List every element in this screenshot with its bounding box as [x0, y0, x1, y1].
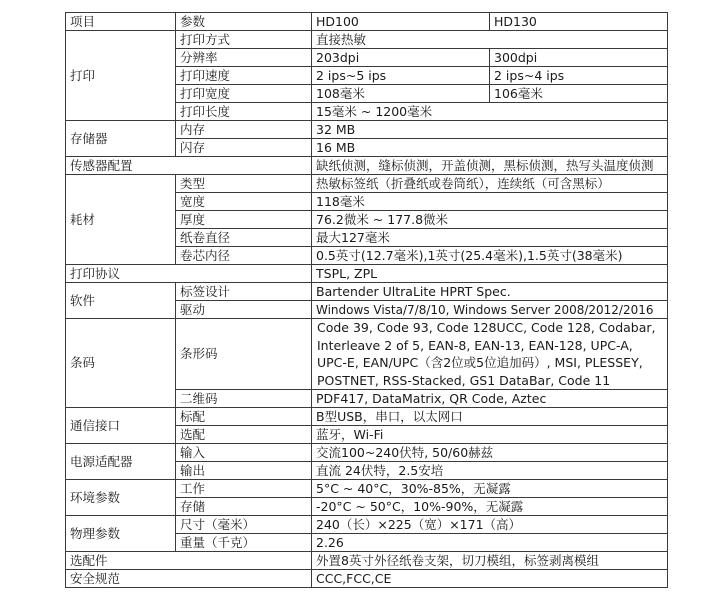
param-value: Windows Vista/7/8/10, Windows Server 2008/2012/2016	[312, 301, 668, 319]
category-interface: 通信接口	[66, 408, 176, 444]
param-label: 打印方式	[176, 31, 312, 49]
table-row	[66, 31, 668, 49]
param-label: 存储	[176, 498, 312, 516]
param-label: 打印宽度	[176, 85, 312, 103]
param-label: 输出	[176, 462, 312, 480]
table-row	[66, 408, 668, 426]
param-label: 驱动	[176, 301, 312, 319]
category-media: 耗材	[66, 175, 176, 265]
table-row	[66, 444, 668, 462]
param-label: 打印速度	[176, 67, 312, 85]
header-row	[66, 13, 668, 31]
param-value: PDF417, DataMatrix, QR Code, Aztec	[312, 390, 668, 408]
category-software: 软件	[66, 283, 176, 319]
param-label: 类型	[176, 175, 312, 193]
table-row	[66, 516, 668, 534]
category-accessories: 选配件	[66, 552, 312, 570]
param-value: CCC,FCC,CE	[312, 570, 668, 588]
param-label: 尺寸（毫米）	[176, 516, 312, 534]
param-label: 闪存	[176, 139, 312, 157]
param-value: 240（长）×225（宽）×171（高）	[312, 516, 668, 534]
category-safety: 安全规范	[66, 570, 312, 588]
table-row	[66, 175, 668, 193]
header-model-a: HD100	[312, 13, 490, 31]
param-value: Code 39, Code 93, Code 128UCC, Code 128, Codabar, Interleave 2 of 5, EAN-8, EAN-13, EAN-128, UPC-A, UPC-E, EAN/UPC（含2位或5位追加码）, MSI, PLESSEY, POSTNET, RSS-Stacked, GS1 DataBar, Code 11	[312, 319, 668, 390]
table-row	[66, 480, 668, 498]
table-row	[66, 570, 668, 588]
param-value-b: 106毫米	[490, 85, 668, 103]
table-row	[66, 319, 668, 390]
param-label: 内存	[176, 121, 312, 139]
category-power: 电源适配器	[66, 444, 176, 480]
category-physical: 物理参数	[66, 516, 176, 552]
param-value: -20°C ~ 50°C，10%-90%，无凝露	[312, 498, 668, 516]
param-label: 工作	[176, 480, 312, 498]
param-value: 76.2微米 ~ 177.8微米	[312, 211, 668, 229]
param-value: 118毫米	[312, 193, 668, 211]
param-value: 32 MB	[312, 121, 668, 139]
category-environment: 环境参数	[66, 480, 176, 516]
param-label: 输入	[176, 444, 312, 462]
param-label: 标签设计	[176, 283, 312, 301]
param-value: 直接热敏	[312, 31, 668, 49]
param-value-a: 2 ips~5 ips	[312, 67, 490, 85]
param-value: 15毫米 ~ 1200毫米	[312, 103, 668, 121]
param-value: 最大127毫米	[312, 229, 668, 247]
param-value-b: 2 ips~4 ips	[490, 67, 668, 85]
category-barcode: 条码	[66, 319, 176, 408]
category-sensors: 传感器配置	[66, 157, 312, 175]
param-value-a: 108毫米	[312, 85, 490, 103]
header-item: 项目	[66, 13, 176, 31]
param-label: 宽度	[176, 193, 312, 211]
param-value: 16 MB	[312, 139, 668, 157]
table-row	[66, 552, 668, 570]
table-row	[66, 283, 668, 301]
category-storage: 存储器	[66, 121, 176, 157]
param-value: 热敏标签纸（折叠纸或卷筒纸），连续纸（可含黑标）	[312, 175, 668, 193]
param-value: Bartender UltraLite HPRT Spec.	[312, 283, 668, 301]
param-label: 打印长度	[176, 103, 312, 121]
param-value-a: 203dpi	[312, 49, 490, 67]
param-label: 纸卷直径	[176, 229, 312, 247]
param-value: 交流100~240伏特, 50/60赫兹	[312, 444, 668, 462]
table-row	[66, 121, 668, 139]
param-value: 5°C ~ 40°C，30%-85%，无凝露	[312, 480, 668, 498]
param-value: 蓝牙，Wi-Fi	[312, 426, 668, 444]
param-label: 重量（千克）	[176, 534, 312, 552]
param-label: 厚度	[176, 211, 312, 229]
header-param: 参数	[176, 13, 312, 31]
param-value: 外置8英寸外径纸卷支架，切刀模组，标签剥离模组	[312, 552, 668, 570]
spec-table	[65, 12, 668, 588]
param-label: 选配	[176, 426, 312, 444]
table-row	[66, 157, 668, 175]
header-model-b: HD130	[490, 13, 668, 31]
param-label: 分辨率	[176, 49, 312, 67]
category-print: 打印	[66, 31, 176, 121]
param-value: 0.5英寸(12.7毫米),1英寸(25.4毫米),1.5英寸(38毫米)	[312, 247, 668, 265]
param-label: 二维码	[176, 390, 312, 408]
category-protocol: 打印协议	[66, 265, 312, 283]
param-label: 卷芯内径	[176, 247, 312, 265]
param-label: 条形码	[176, 319, 312, 390]
table-row	[66, 265, 668, 283]
param-label: 标配	[176, 408, 312, 426]
param-value: TSPL, ZPL	[312, 265, 668, 283]
param-value: 缺纸侦测，缝标侦测，开盖侦测，黑标侦测，热写头温度侦测	[312, 157, 668, 175]
param-value-b: 300dpi	[490, 49, 668, 67]
param-value: 2.26	[312, 534, 668, 552]
param-value: B型USB，串口，以太网口	[312, 408, 668, 426]
param-value: 直流 24伏特，2.5安培	[312, 462, 668, 480]
